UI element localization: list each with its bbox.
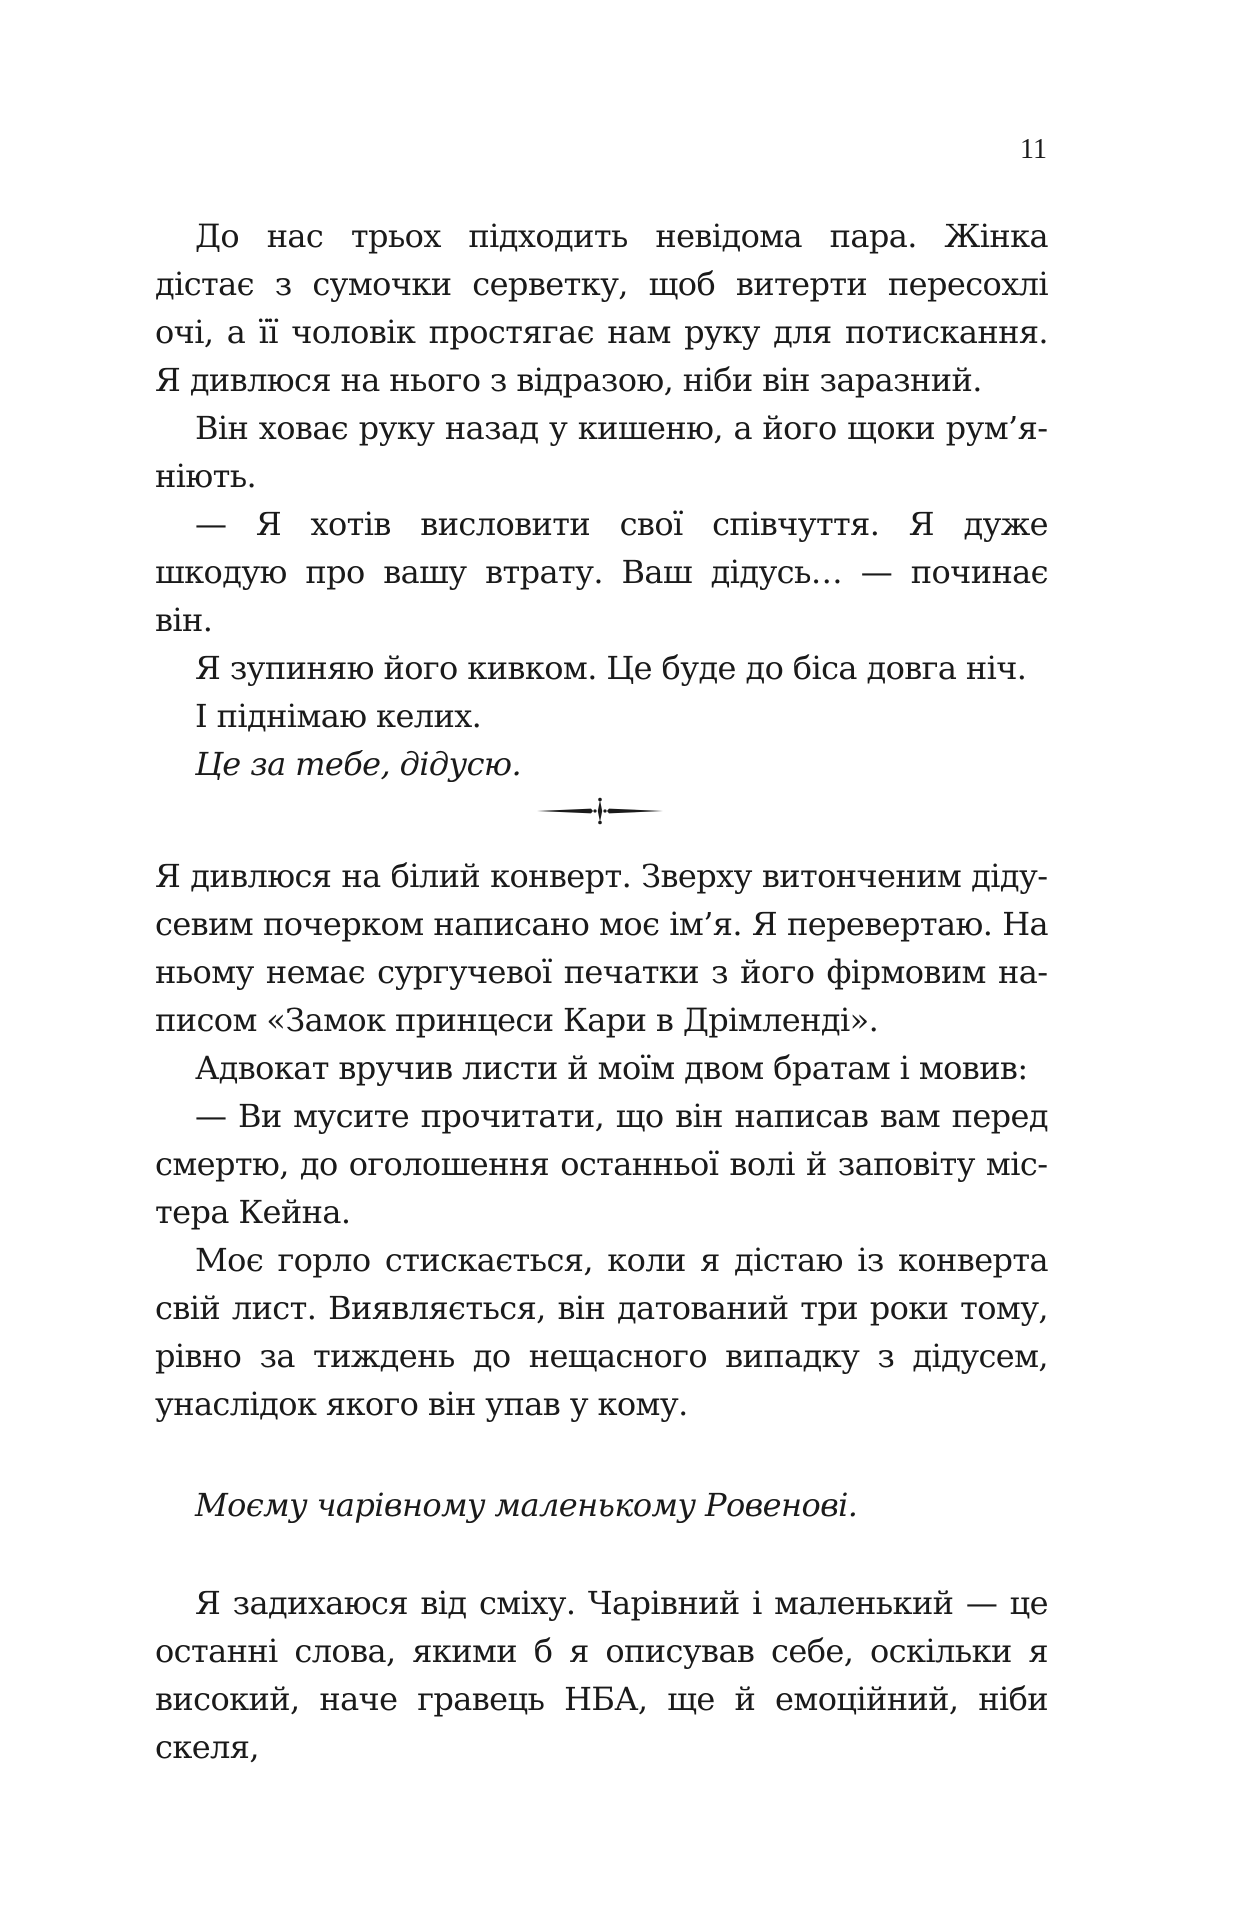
page-number: 11 [1020,134,1047,165]
section-one [155,212,1048,788]
paragraph: До нас трьох підходить невідома пара. Жінка дістає з сумочки серветку, щоб витерти пересохлі очі, а її чоловік простягає нам руку для потискання. Я дивлюся на нього з відразою, ніби він заразний. [155,217,1048,399]
italic-thought: Це за тебе, дідусю. [195,745,522,783]
paragraph: Я дивлюся на білий конверт. Зверху витонченим дідусевим почерком написано моє ім’я. Я перевертаю. На ньому немає сургучевої печатки з його фірмовим написом «Замок принцеси Кари в Дрімленді». [155,857,1048,1039]
letter-salutation-block [155,1481,1048,1529]
paragraph: Моє горло стискається, коли я дістаю із конверта свій лист. Виявляється, він датований три роки тому, рівно за тиждень до нещасного випадку з дідусем, унаслідок якого він упав у кому. [155,1241,1048,1423]
paragraph: І піднімаю келих. [195,697,482,735]
scene-break-ornament-icon [535,796,665,826]
section-two [155,852,1048,1428]
letter-salutation: Моєму чарівному маленькому Ровенові. [195,1486,858,1524]
paragraph: Він ховає руку назад у кишеню, а його щоки рум’яніють. [155,409,1048,495]
section-three [155,1579,1048,1771]
paragraph: Я зупиняю його кивком. Це буде до біса довга ніч. [195,649,1027,687]
dialogue-paragraph: — Ви мусите прочитати, що він написав вам перед смертю, до оголошення останньої волі й заповіту містера Кейна. [155,1097,1048,1231]
paragraph: Адвокат вручив листи й моїм двом братам і мовив: [195,1049,1028,1087]
paragraph: Я задихаюся від сміху. Чарівний і маленький — це останні слова, якими б я описував себе, оскільки я високий, наче гравець НБА, ще й емоційний, ніби скеля, [155,1584,1048,1766]
dialogue-paragraph: — Я хотів висловити свої співчуття. Я дуже шкодую про вашу втрату. Ваш дідусь… — починає він. [155,505,1048,639]
